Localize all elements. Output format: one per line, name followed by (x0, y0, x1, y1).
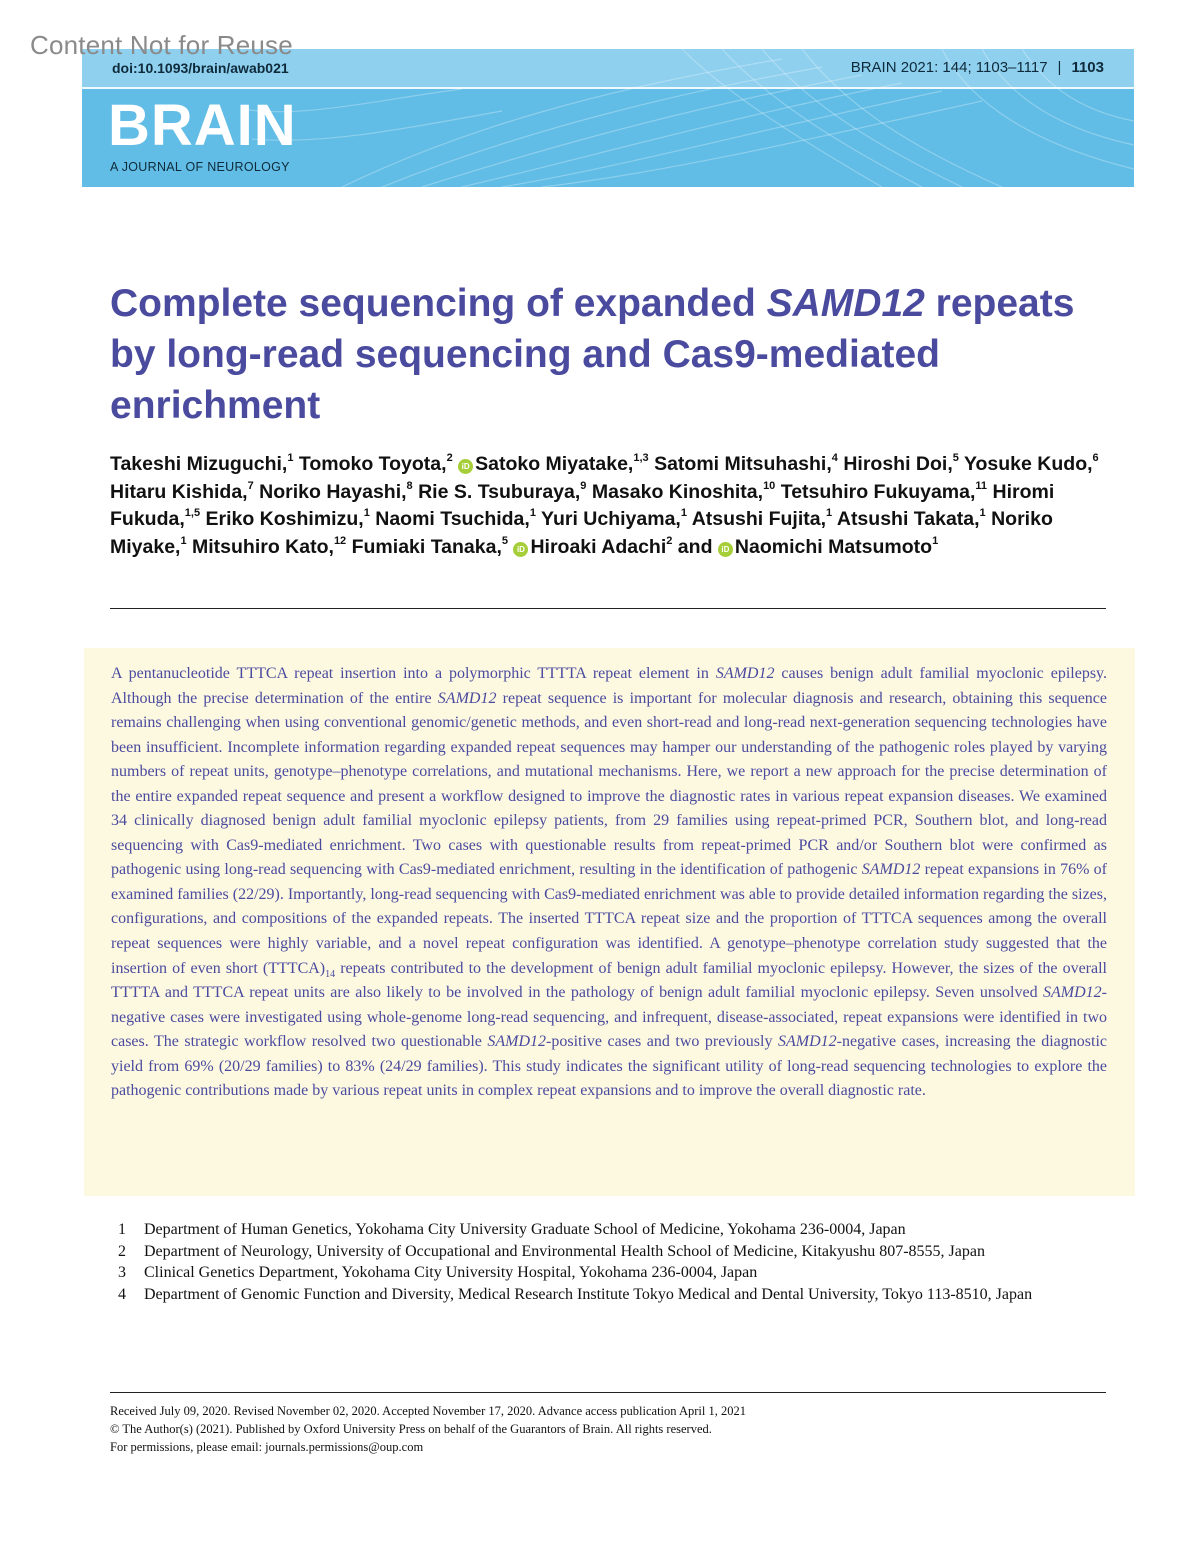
received-dates: Received July 09, 2020. Revised November 02, 2020. Accepted November 17, 2020. Advance access publication April 1, 2021 (110, 1404, 746, 1418)
author-name: Noriko Miyake, (110, 508, 1053, 558)
author (110, 481, 254, 503)
gene-name: SAMD12 (777, 1033, 837, 1051)
author-name: Atsushi Takata, (836, 508, 980, 530)
author (375, 508, 536, 530)
banner-divider (82, 87, 1134, 89)
abstract-box (84, 648, 1135, 1196)
author-list (110, 451, 1110, 561)
author-affiliation-ref: 1 (363, 507, 370, 519)
affiliation-number: 2 (118, 1242, 126, 1260)
abstract-text (111, 662, 1107, 1104)
author-name: Noriko Hayashi, (259, 480, 407, 503)
author (781, 481, 987, 503)
author-affiliation-ref: 1 (287, 452, 294, 464)
author (192, 536, 346, 558)
author (299, 453, 453, 475)
author-affiliation-ref: 9 (580, 479, 587, 492)
author-name: Masako Kinoshita, (591, 480, 764, 503)
copyright: © The Author(s) (2021). Published by Oxford University Press on behalf of the Guarantors of Brain. All rights reserved. (110, 1422, 712, 1436)
abstract-segment: causes benign adult familial myoclonic epilepsy. Although the precise determination of the entire (111, 665, 1108, 707)
journal-banner (82, 49, 1134, 187)
citation-text: BRAIN 2021: 144; 1103–1117 (850, 59, 1048, 76)
gene-name: SAMD12 (715, 665, 775, 682)
orcid-icon[interactable]: iD (718, 542, 733, 557)
author-name: Yosuke Kudo, (963, 453, 1093, 475)
author-affiliation-ref: 6 (1092, 452, 1099, 464)
author-name: Hiroaki Adachi (530, 535, 667, 558)
affiliation-item (118, 1284, 1108, 1306)
author-name: Satomi Mitsuhashi, (654, 453, 832, 475)
abstract-segment: repeat sequence is important for molecular diagnosis and research, obtaining this sequence remains challenging when using conventional genomic/genetic methods, and even short-read and long-read next-generation sequencing technologies have been insufficient. Incomplete information regarding expanded repeat sequences may hamper our understanding of the pathogenic roles played by varying numbers of repeat units, genotype–phenotype correlations, and mutational mechanisms. Here, we report a new approach for the precise determination of the entire expanded repeat sequence and present a workflow designed to improve the diagnostic rates in various repeat expansion diseases. We examined 34 clinically diagnosed benign adult familial myoclonic epilepsy patients, from 29 families using repeat-primed PCR, Southern blot, and long-read sequencing with Cas9-mediated enrichment. Two cases with questionable results from repeat-primed PCR and/or Southern blot were confirmed as pathogenic using long-read sequencing with Cas9-mediated enrichment, resulting in the identification of pathogenic (111, 689, 1107, 879)
journal-logo: BRAIN (108, 93, 297, 158)
author-name: Yuri Uchiyama, (541, 508, 681, 530)
author-affiliation-ref: 4 (831, 452, 838, 464)
title-part1: Complete sequencing of expanded (110, 282, 767, 325)
affiliations-list (118, 1219, 1108, 1305)
author (964, 453, 1099, 475)
affiliation-item (118, 1241, 1108, 1263)
author (718, 536, 938, 558)
affiliation-number: 4 (118, 1285, 126, 1303)
author (513, 536, 712, 558)
author-affiliation-ref: 10 (763, 479, 776, 492)
author-affiliation-ref: 1 (979, 507, 986, 519)
author-affiliation-ref: 5 (952, 452, 959, 464)
affiliation-item (118, 1219, 1108, 1241)
author (843, 453, 959, 475)
affiliation-number: 3 (118, 1264, 126, 1281)
author-name: Satoko Miyatake, (475, 453, 634, 475)
author-name: Takeshi Mizuguchi, (110, 453, 288, 475)
author-name: Hitaru Kishida, (110, 480, 248, 503)
citation-info (851, 59, 1104, 76)
page-number: 1103 (1071, 59, 1104, 76)
author (205, 508, 369, 530)
author-affiliation-ref: 1 (180, 534, 187, 547)
watermark: Content Not for Reuse (30, 30, 293, 60)
abstract-segment: repeats contributed to the development of benign adult familial myoclonic epilepsy. However, the sizes of the overall TTTTA and TTTCA repeat units are also likely to be involved in the pathology of benign adult familial myoclonic epilepsy. Seven unsolved (111, 959, 1107, 1002)
author-name: Tetsuhiro Fukuyama, (780, 480, 976, 503)
affiliation-text: Department of Genomic Function and Diversity, Medical Research Institute Tokyo Medical and Dental University, Tokyo 113-8510, Japan (144, 1285, 1033, 1303)
author-affiliation-ref: 1 (680, 507, 687, 519)
article-title (110, 278, 1110, 431)
abstract-segment: repeat expansions in 76% of examined families (22/29). Importantly, long-read sequencing with Cas9-mediated enrichment was able to provide detailed information regarding the sizes, configurations, and compositions of the expanded repeats. The inserted TTTCA repeat size and the proportion of TTTCA sequences among the overall repeat sequences were highly variable, and a novel repeat configuration was identified. A genotype–phenotype correlation study suggested that the insertion of even short (TTTCA) (111, 861, 1108, 977)
title-part2: repeats by long-read sequencing and Cas9-mediated enrichment (110, 282, 1075, 427)
doi: doi:10.1093/brain/awab021 (112, 60, 289, 76)
orcid-icon[interactable]: iD (513, 542, 528, 557)
footer-notes (110, 1402, 1110, 1456)
footer-rule (110, 1392, 1106, 1393)
gene-name: SAMD12 (437, 689, 497, 707)
author-affiliation-ref: 11 (975, 479, 988, 492)
author-name: Tomoko Toyota, (298, 453, 447, 475)
author (458, 453, 649, 475)
author-affiliation-ref: 1 (932, 534, 939, 547)
author-name: Fumiaki Tanaka, (351, 535, 502, 558)
author (592, 481, 775, 503)
author-affiliation-ref: 8 (406, 479, 413, 492)
author (110, 453, 293, 475)
author-name: Hiroshi Doi, (843, 453, 953, 475)
gene-name: SAMD12 (1043, 984, 1102, 1002)
author (692, 508, 832, 530)
abstract-segment: -negative cases were investigated using whole-genome long-read sequencing, and infrequent, disease-associated, repeat expansions were identified in two cases. The strategic workflow resolved two questionable (111, 984, 1107, 1051)
author-affiliation-ref: 1 (826, 507, 833, 519)
author (418, 481, 586, 503)
abstract-segment: -positive cases and two previously (546, 1033, 778, 1051)
author-affiliation-ref: 12 (333, 534, 347, 547)
author-name: Hiromi Fukuda, (110, 480, 1055, 530)
subscript: 14 (325, 968, 336, 980)
author (654, 453, 838, 475)
gene-name: SAMD12 (861, 861, 921, 879)
affiliation-number: 1 (118, 1221, 126, 1238)
gene-name: SAMD12 (487, 1033, 547, 1051)
author-name: Atsushi Fujita, (691, 508, 827, 530)
affiliation-text: Department of Human Genetics, Yokohama City University Graduate School of Medicine, Yokohama 236-0004, Japan (144, 1221, 906, 1238)
author-affiliation-ref: 1,3 (633, 452, 649, 464)
permissions: For permissions, please email: journals.permissions@oup.com (110, 1440, 424, 1454)
title-gene: SAMD12 (766, 282, 925, 325)
author-conjunction: and (672, 535, 713, 558)
author-name: Mitsuhiro Kato, (192, 535, 334, 558)
author (352, 536, 508, 558)
affiliation-item (118, 1262, 1108, 1284)
journal-subtitle: A JOURNAL OF NEUROLOGY (110, 160, 290, 174)
orcid-icon[interactable]: iD (458, 459, 473, 474)
author (541, 508, 687, 530)
abstract-segment: A pentanucleotide TTTCA repeat insertion into a polymorphic TTTTA repeat element in (111, 665, 716, 682)
author-name: Naomi Tsuchida, (375, 508, 530, 530)
author-affiliation-ref: 1,5 (184, 507, 201, 519)
citation-separator: | (1057, 59, 1062, 76)
author-affiliation-ref: 5 (501, 534, 509, 547)
author (837, 508, 986, 530)
author-name: Rie S. Tsuburaya, (418, 480, 581, 503)
author-name: Eriko Koshimizu, (205, 508, 364, 530)
author-affiliation-ref: 7 (247, 479, 254, 492)
abstract-segment: -negative cases, increasing the diagnostic yield from 69% (20/29 families) to 83% (24/29 families). This study indicates the significant utility of long-read sequencing technologies to explore the pathogenic contributions made by various repeat units in complex repeat expansions and to improve the overall diagnostic rate. (111, 1033, 1107, 1100)
title-rule (110, 608, 1106, 609)
author-affiliation-ref: 2 (446, 452, 453, 464)
author-affiliation-ref: 1 (529, 507, 536, 519)
author-affiliation-ref: 2 (666, 534, 673, 547)
author (259, 481, 413, 503)
author-name: Naomichi Matsumoto (734, 535, 933, 558)
affiliation-text: Department of Neurology, University of Occupational and Environmental Health School of Medicine, Kitakyushu 807-8555, Japan (144, 1242, 985, 1260)
affiliation-text: Clinical Genetics Department, Yokohama City University Hospital, Yokohama 236-0004, Japan (144, 1264, 758, 1281)
